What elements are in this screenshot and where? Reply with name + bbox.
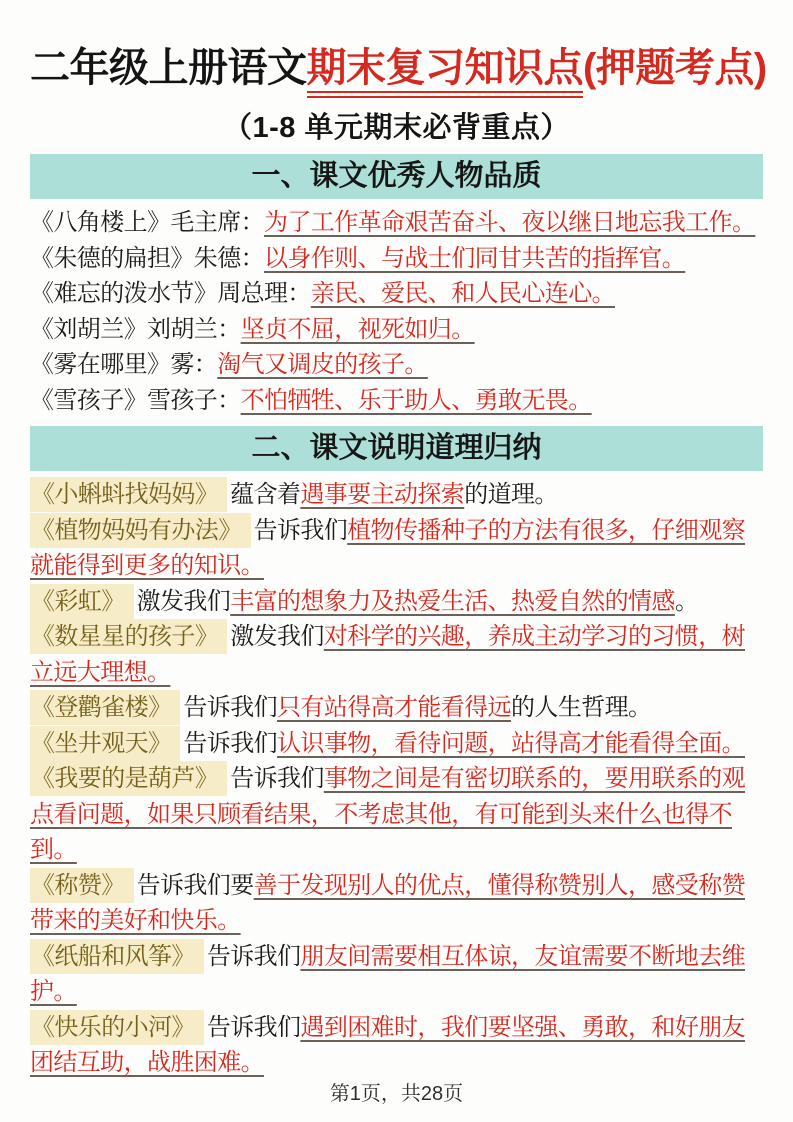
- red-underlined-text: 事物之间是有密切联系的，要用联系的观点看问题，如果只顾看结果，不考虑其他，有可能到头来什么也得不到。: [30, 765, 746, 863]
- list-item: [30, 868, 763, 939]
- red-underlined-text: 丰富的想象力及热爱生活、热爱自然的情感: [230, 587, 675, 615]
- list-item: [30, 584, 763, 620]
- list-item: [30, 347, 763, 383]
- red-underlined-text: 认识事物，看待问题，站得高才能看得全面。: [277, 729, 746, 757]
- book-title-highlight: 《数星星的孩子》: [30, 619, 227, 654]
- plain-text: 《朱德的扁担》朱德：: [30, 244, 264, 272]
- page-title-red-underlined-part: 期末复习知识点: [307, 46, 584, 98]
- red-underlined-text: 遇事要主动探索: [300, 481, 465, 508]
- list-item: [30, 619, 763, 690]
- red-underlined-text: 以身作则、与战士们同甘共苦的指挥官。: [264, 244, 686, 272]
- plain-text: 告诉我们: [183, 729, 278, 757]
- plain-text: 。: [674, 587, 699, 615]
- plain-text: 告诉我们: [183, 694, 278, 721]
- book-title-highlight: 《坐井观天》: [30, 726, 180, 761]
- plain-text: 蕴含着: [230, 481, 301, 508]
- book-title-highlight: 《登鹳雀楼》: [30, 690, 180, 725]
- list-item: [30, 241, 763, 277]
- red-underlined-text: 植物传播种子的方法有很多，仔细观察就能得到更多的知识。: [30, 516, 746, 579]
- red-underlined-text: 朋友间需要相互体谅，友谊需要不断地去维护。: [30, 942, 746, 1005]
- list-item: [30, 276, 763, 312]
- red-underlined-text: 为了工作革命艰苦奋斗、夜以继日地忘我工作。: [264, 209, 756, 236]
- plain-text: 告诉我们: [253, 516, 348, 544]
- page-subtitle: （1-8 单元期末必背重点）: [223, 112, 570, 144]
- red-underlined-text: 善于发现别人的优点，懂得称赞别人，感受称赞带来的美好和快乐。: [30, 871, 746, 934]
- page-number-footer: 第1页，共28页: [329, 1083, 464, 1105]
- red-underlined-text: 淘气又调皮的孩子。: [217, 351, 428, 378]
- section-heading-1: 一、课文优秀人物品质: [30, 154, 763, 199]
- book-title-highlight: 《彩虹》: [30, 584, 134, 619]
- plain-text: 激发我们: [136, 587, 231, 615]
- list-item: [30, 383, 763, 419]
- book-title-highlight: 《植物妈妈有办法》: [30, 513, 251, 548]
- list-item: [30, 939, 763, 1010]
- page-title-red-plain-part: (押题考点): [583, 46, 767, 90]
- list-item: [30, 312, 763, 348]
- list-item: [30, 205, 763, 241]
- plain-text: 告诉我们要: [136, 871, 254, 899]
- red-underlined-text: 亲民、爱民、和人民心连心。: [310, 280, 616, 307]
- book-title-highlight: 《称赞》: [30, 868, 134, 903]
- page-title: [30, 36, 767, 93]
- plain-text: 《雪孩子》雪孩子：: [30, 386, 241, 414]
- section-items-1: [30, 205, 763, 418]
- plain-text: 告诉我们: [206, 1013, 301, 1041]
- book-title-highlight: 《我要的是葫芦》: [30, 761, 227, 796]
- list-item: [30, 1010, 763, 1081]
- plain-text: 告诉我们: [230, 765, 324, 792]
- list-item: [30, 477, 763, 513]
- section-heading-2: 二、课文说明道理归纳: [30, 426, 763, 471]
- book-title-highlight: 《小蝌蚪找妈妈》: [30, 477, 227, 512]
- red-underlined-text: 不怕牺牲、乐于助人、勇敢无畏。: [240, 386, 592, 414]
- plain-text: 《难忘的泼水节》周总理：: [30, 280, 311, 307]
- red-underlined-text: 只有站得高才能看得远: [277, 694, 512, 721]
- plain-text: 《刘胡兰》刘胡兰：: [30, 315, 241, 343]
- list-item: [30, 690, 763, 726]
- red-underlined-text: 遇到困难时，我们要坚强、勇敢，和好朋友团结互助，战胜困难。: [30, 1013, 746, 1076]
- plain-text: 激发我们: [230, 623, 324, 650]
- red-underlined-text: 对科学的兴趣，养成主动学习的习惯，树立远大理想。: [30, 623, 746, 686]
- list-item: [30, 726, 763, 762]
- list-item: [30, 513, 763, 584]
- section-items-2: [30, 477, 763, 1081]
- plain-text: 《八角楼上》毛主席：: [30, 209, 264, 236]
- plain-text: 告诉我们: [206, 942, 301, 970]
- red-underlined-text: 坚贞不屈，视死如归。: [240, 315, 475, 343]
- plain-text: 的道理。: [464, 481, 558, 508]
- plain-text: 《雾在哪里》雾：: [30, 351, 218, 378]
- plain-text: 的人生哲理。: [511, 694, 652, 721]
- list-item: [30, 761, 763, 868]
- book-title-highlight: 《快乐的小河》: [30, 1010, 204, 1045]
- book-title-highlight: 《纸船和风筝》: [30, 939, 204, 974]
- page-title-black-part: 二年级上册语文: [30, 46, 307, 90]
